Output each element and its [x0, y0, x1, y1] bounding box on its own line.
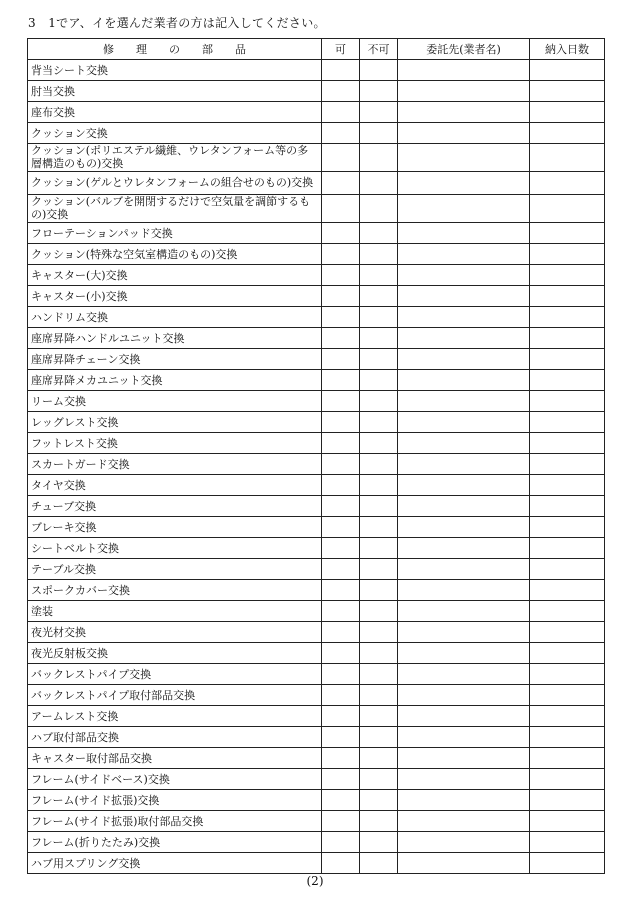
- delivery-days-cell[interactable]: [530, 244, 605, 265]
- table-row: [28, 102, 605, 123]
- part-name: フットレスト交換: [28, 433, 322, 454]
- not-possible-cell[interactable]: [360, 328, 398, 349]
- contractor-cell[interactable]: [398, 391, 530, 412]
- table-row: [28, 538, 605, 559]
- contractor-cell[interactable]: [398, 685, 530, 706]
- possible-cell[interactable]: [322, 475, 360, 496]
- table-row: [28, 517, 605, 538]
- not-possible-cell[interactable]: [360, 580, 398, 601]
- delivery-days-cell[interactable]: [530, 286, 605, 307]
- table-row: [28, 244, 605, 265]
- table-row: [28, 195, 605, 223]
- delivery-days-cell[interactable]: [530, 664, 605, 685]
- not-possible-cell[interactable]: [360, 769, 398, 790]
- table-header-row: [28, 39, 605, 60]
- possible-cell[interactable]: [322, 144, 360, 172]
- not-possible-cell[interactable]: [360, 412, 398, 433]
- possible-cell[interactable]: [322, 244, 360, 265]
- possible-cell[interactable]: [322, 81, 360, 102]
- part-name: フレーム(サイド拡張)取付部品交換: [28, 811, 322, 832]
- not-possible-cell[interactable]: [360, 195, 398, 223]
- possible-cell[interactable]: [322, 580, 360, 601]
- possible-cell[interactable]: [322, 454, 360, 475]
- page-number: (2): [306, 874, 324, 888]
- contractor-cell[interactable]: [398, 496, 530, 517]
- table-row: [28, 811, 605, 832]
- possible-cell[interactable]: [322, 601, 360, 622]
- part-name: ハブ取付部品交換: [28, 727, 322, 748]
- table-row: [28, 748, 605, 769]
- not-possible-cell[interactable]: [360, 433, 398, 454]
- not-possible-cell[interactable]: [360, 307, 398, 328]
- table-row: [28, 391, 605, 412]
- delivery-days-cell[interactable]: [530, 622, 605, 643]
- part-name: 座布交換: [28, 102, 322, 123]
- contractor-cell[interactable]: [398, 328, 530, 349]
- contractor-cell[interactable]: [398, 81, 530, 102]
- table-row: [28, 81, 605, 102]
- contractor-cell[interactable]: [398, 102, 530, 123]
- possible-cell[interactable]: [322, 102, 360, 123]
- contractor-cell[interactable]: [398, 60, 530, 81]
- not-possible-cell[interactable]: [360, 559, 398, 580]
- table-row: [28, 307, 605, 328]
- contractor-cell[interactable]: [398, 811, 530, 832]
- not-possible-cell[interactable]: [360, 349, 398, 370]
- not-possible-cell[interactable]: [360, 81, 398, 102]
- not-possible-cell[interactable]: [360, 664, 398, 685]
- part-name: クッション(バルブを開閉するだけで空気量を調節するもの)交換: [28, 195, 322, 223]
- possible-cell[interactable]: [322, 832, 360, 853]
- table-row: [28, 664, 605, 685]
- delivery-days-cell[interactable]: [530, 412, 605, 433]
- possible-cell[interactable]: [322, 265, 360, 286]
- not-possible-cell[interactable]: [360, 286, 398, 307]
- table-row: [28, 559, 605, 580]
- possible-cell[interactable]: [322, 496, 360, 517]
- delivery-days-cell[interactable]: [530, 496, 605, 517]
- possible-cell[interactable]: [322, 412, 360, 433]
- contractor-cell[interactable]: [398, 748, 530, 769]
- delivery-days-cell[interactable]: [530, 454, 605, 475]
- contractor-cell[interactable]: [398, 454, 530, 475]
- delivery-days-cell[interactable]: [530, 832, 605, 853]
- part-name: フレーム(サイドベース)交換: [28, 769, 322, 790]
- table-row: [28, 475, 605, 496]
- possible-cell[interactable]: [322, 727, 360, 748]
- part-name: 塗装: [28, 601, 322, 622]
- delivery-days-cell[interactable]: [530, 559, 605, 580]
- not-possible-cell[interactable]: [360, 727, 398, 748]
- possible-cell[interactable]: [322, 643, 360, 664]
- delivery-days-cell[interactable]: [530, 328, 605, 349]
- possible-cell[interactable]: [322, 328, 360, 349]
- header-not-possible: 不可: [360, 39, 398, 60]
- possible-cell[interactable]: [322, 706, 360, 727]
- possible-cell[interactable]: [322, 349, 360, 370]
- contractor-cell[interactable]: [398, 172, 530, 195]
- header-contractor: 委託先(業者名): [398, 39, 530, 60]
- part-name: バックレストパイプ取付部品交換: [28, 685, 322, 706]
- not-possible-cell[interactable]: [360, 622, 398, 643]
- part-name: クッション(ゲルとウレタンフォームの組合せのもの)交換: [28, 172, 322, 195]
- possible-cell[interactable]: [322, 433, 360, 454]
- delivery-days-cell[interactable]: [530, 195, 605, 223]
- possible-cell[interactable]: [322, 195, 360, 223]
- contractor-cell[interactable]: [398, 475, 530, 496]
- part-name: クッション交換: [28, 123, 322, 144]
- contractor-cell[interactable]: [398, 349, 530, 370]
- part-name: アームレスト交換: [28, 706, 322, 727]
- not-possible-cell[interactable]: [360, 123, 398, 144]
- not-possible-cell[interactable]: [360, 102, 398, 123]
- not-possible-cell[interactable]: [360, 832, 398, 853]
- contractor-cell[interactable]: [398, 370, 530, 391]
- part-name: クッション(特殊な空気室構造のもの)交換: [28, 244, 322, 265]
- delivery-days-cell[interactable]: [530, 811, 605, 832]
- not-possible-cell[interactable]: [360, 265, 398, 286]
- table-row: [28, 580, 605, 601]
- table-row: [28, 370, 605, 391]
- part-name: 夜光反射板交換: [28, 643, 322, 664]
- table-row: [28, 643, 605, 664]
- delivery-days-cell[interactable]: [530, 706, 605, 727]
- delivery-days-cell[interactable]: [530, 60, 605, 81]
- delivery-days-cell[interactable]: [530, 643, 605, 664]
- part-name: ブレーキ交換: [28, 517, 322, 538]
- contractor-cell[interactable]: [398, 286, 530, 307]
- possible-cell[interactable]: [322, 286, 360, 307]
- not-possible-cell[interactable]: [360, 496, 398, 517]
- delivery-days-cell[interactable]: [530, 601, 605, 622]
- not-possible-cell[interactable]: [360, 454, 398, 475]
- header-possible: 可: [322, 39, 360, 60]
- table-row: [28, 454, 605, 475]
- delivery-days-cell[interactable]: [530, 685, 605, 706]
- part-name: キャスター(大)交換: [28, 265, 322, 286]
- not-possible-cell[interactable]: [360, 244, 398, 265]
- not-possible-cell[interactable]: [360, 748, 398, 769]
- possible-cell[interactable]: [322, 307, 360, 328]
- possible-cell[interactable]: [322, 790, 360, 811]
- delivery-days-cell[interactable]: [530, 349, 605, 370]
- contractor-cell[interactable]: [398, 601, 530, 622]
- not-possible-cell[interactable]: [360, 853, 398, 874]
- contractor-cell[interactable]: [398, 559, 530, 580]
- delivery-days-cell[interactable]: [530, 433, 605, 454]
- delivery-days-cell[interactable]: [530, 748, 605, 769]
- contractor-cell[interactable]: [398, 144, 530, 172]
- delivery-days-cell[interactable]: [530, 580, 605, 601]
- table-row: [28, 172, 605, 195]
- contractor-cell[interactable]: [398, 832, 530, 853]
- part-name: 背当シート交換: [28, 60, 322, 81]
- contractor-cell[interactable]: [398, 433, 530, 454]
- possible-cell[interactable]: [322, 559, 360, 580]
- possible-cell[interactable]: [322, 853, 360, 874]
- table-row: [28, 727, 605, 748]
- possible-cell[interactable]: [322, 517, 360, 538]
- contractor-cell[interactable]: [398, 664, 530, 685]
- not-possible-cell[interactable]: [360, 685, 398, 706]
- part-name: 座席昇降メカユニット交換: [28, 370, 322, 391]
- contractor-cell[interactable]: [398, 223, 530, 244]
- table-row: [28, 123, 605, 144]
- table-row: [28, 622, 605, 643]
- part-name: バックレストパイプ交換: [28, 664, 322, 685]
- not-possible-cell[interactable]: [360, 706, 398, 727]
- repair-parts-table: [27, 38, 605, 874]
- possible-cell[interactable]: [322, 811, 360, 832]
- table-row: [28, 60, 605, 81]
- table-row: [28, 349, 605, 370]
- part-name: スカートガード交換: [28, 454, 322, 475]
- delivery-days-cell[interactable]: [530, 265, 605, 286]
- part-name: 座席昇降ハンドルユニット交換: [28, 328, 322, 349]
- possible-cell[interactable]: [322, 370, 360, 391]
- part-name: クッション(ポリエステル繊維、ウレタンフォーム等の多層構造のもの)交換: [28, 144, 322, 172]
- delivery-days-cell[interactable]: [530, 790, 605, 811]
- part-name: 夜光材交換: [28, 622, 322, 643]
- delivery-days-cell[interactable]: [530, 769, 605, 790]
- part-name: シートベルト交換: [28, 538, 322, 559]
- possible-cell[interactable]: [322, 622, 360, 643]
- possible-cell[interactable]: [322, 172, 360, 195]
- delivery-days-cell[interactable]: [530, 81, 605, 102]
- not-possible-cell[interactable]: [360, 223, 398, 244]
- table-row: [28, 412, 605, 433]
- delivery-days-cell[interactable]: [530, 123, 605, 144]
- header-delivery-days: 納入日数: [530, 39, 605, 60]
- delivery-days-cell[interactable]: [530, 853, 605, 874]
- contractor-cell[interactable]: [398, 123, 530, 144]
- contractor-cell[interactable]: [398, 265, 530, 286]
- contractor-cell[interactable]: [398, 706, 530, 727]
- part-name: ハブ用スプリング交換: [28, 853, 322, 874]
- not-possible-cell[interactable]: [360, 538, 398, 559]
- contractor-cell[interactable]: [398, 195, 530, 223]
- possible-cell[interactable]: [322, 685, 360, 706]
- delivery-days-cell[interactable]: [530, 102, 605, 123]
- contractor-cell[interactable]: [398, 580, 530, 601]
- possible-cell[interactable]: [322, 748, 360, 769]
- delivery-days-cell[interactable]: [530, 223, 605, 244]
- contractor-cell[interactable]: [398, 769, 530, 790]
- contractor-cell[interactable]: [398, 790, 530, 811]
- contractor-cell[interactable]: [398, 853, 530, 874]
- contractor-cell[interactable]: [398, 622, 530, 643]
- header-part: 修 理 の 部 品: [28, 39, 322, 60]
- delivery-days-cell[interactable]: [530, 727, 605, 748]
- delivery-days-cell[interactable]: [530, 391, 605, 412]
- possible-cell[interactable]: [322, 391, 360, 412]
- part-name: キャスター取付部品交換: [28, 748, 322, 769]
- table-row: [28, 790, 605, 811]
- possible-cell[interactable]: [322, 223, 360, 244]
- part-name: ハンドリム交換: [28, 307, 322, 328]
- not-possible-cell[interactable]: [360, 811, 398, 832]
- part-name: キャスター(小)交換: [28, 286, 322, 307]
- part-name: レッグレスト交換: [28, 412, 322, 433]
- possible-cell[interactable]: [322, 769, 360, 790]
- delivery-days-cell[interactable]: [530, 538, 605, 559]
- part-name: フレーム(サイド拡張)交換: [28, 790, 322, 811]
- possible-cell[interactable]: [322, 664, 360, 685]
- delivery-days-cell[interactable]: [530, 172, 605, 195]
- part-name: タイヤ交換: [28, 475, 322, 496]
- table-row: [28, 265, 605, 286]
- table-row: [28, 433, 605, 454]
- possible-cell[interactable]: [322, 60, 360, 81]
- delivery-days-cell[interactable]: [530, 475, 605, 496]
- table-row: [28, 685, 605, 706]
- contractor-cell[interactable]: [398, 643, 530, 664]
- table-row: [28, 769, 605, 790]
- contractor-cell[interactable]: [398, 538, 530, 559]
- contractor-cell[interactable]: [398, 244, 530, 265]
- table-row: [28, 328, 605, 349]
- delivery-days-cell[interactable]: [530, 370, 605, 391]
- not-possible-cell[interactable]: [360, 144, 398, 172]
- not-possible-cell[interactable]: [360, 601, 398, 622]
- not-possible-cell[interactable]: [360, 60, 398, 81]
- table-row: [28, 706, 605, 727]
- not-possible-cell[interactable]: [360, 370, 398, 391]
- table-row: [28, 223, 605, 244]
- contractor-cell[interactable]: [398, 727, 530, 748]
- table-row: [28, 853, 605, 874]
- not-possible-cell[interactable]: [360, 475, 398, 496]
- part-name: フローテーションパッド交換: [28, 223, 322, 244]
- part-name: テーブル交換: [28, 559, 322, 580]
- table-row: [28, 496, 605, 517]
- part-name: フレーム(折りたたみ)交換: [28, 832, 322, 853]
- table-row: [28, 832, 605, 853]
- part-name: リーム交換: [28, 391, 322, 412]
- delivery-days-cell[interactable]: [530, 307, 605, 328]
- part-name: スポークカバー交換: [28, 580, 322, 601]
- not-possible-cell[interactable]: [360, 391, 398, 412]
- possible-cell[interactable]: [322, 123, 360, 144]
- part-name: チューブ交換: [28, 496, 322, 517]
- contractor-cell[interactable]: [398, 517, 530, 538]
- part-name: 座席昇降チェーン交換: [28, 349, 322, 370]
- table-row: [28, 601, 605, 622]
- not-possible-cell[interactable]: [360, 790, 398, 811]
- not-possible-cell[interactable]: [360, 172, 398, 195]
- part-name: 肘当交換: [28, 81, 322, 102]
- not-possible-cell[interactable]: [360, 643, 398, 664]
- not-possible-cell[interactable]: [360, 517, 398, 538]
- section-heading: 3 1でア、イを選んだ業者の方は記入してください。: [28, 16, 326, 30]
- delivery-days-cell[interactable]: [530, 144, 605, 172]
- table-row: [28, 144, 605, 172]
- contractor-cell[interactable]: [398, 412, 530, 433]
- delivery-days-cell[interactable]: [530, 517, 605, 538]
- possible-cell[interactable]: [322, 538, 360, 559]
- contractor-cell[interactable]: [398, 307, 530, 328]
- table-row: [28, 286, 605, 307]
